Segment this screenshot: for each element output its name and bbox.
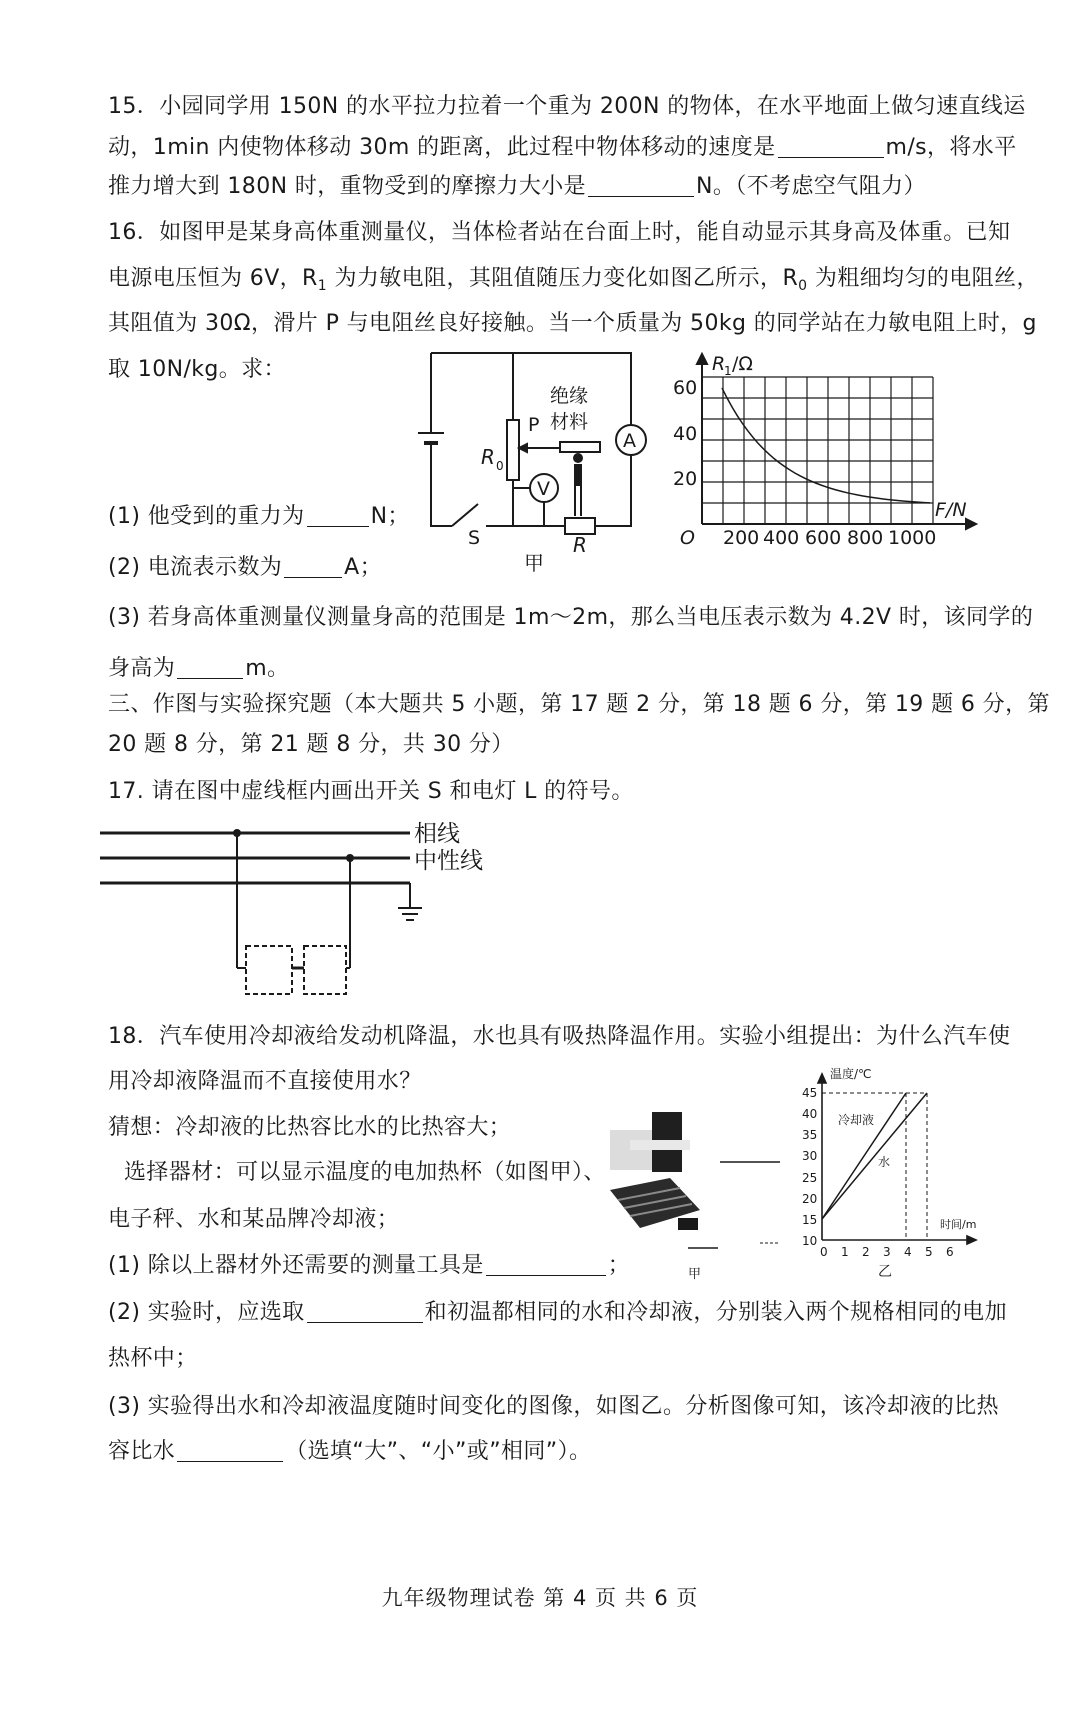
g1-xtick: 200 <box>723 527 760 549</box>
g1-xtick: 800 <box>847 527 884 549</box>
q16-part-3: (3) 若身高体重测量仪测量身高的范围是 1m～2m，那么当电压表示数为 4.2V 时，该同学的 <box>108 605 1034 630</box>
q16-p1-unit: N； <box>370 504 410 529</box>
switch-blade <box>452 504 478 526</box>
q16-p1-text: (1) 他受到的重力为 <box>108 504 305 529</box>
q16-p3-text: 身高为 <box>108 656 176 681</box>
g2-label-coolant: 冷却液 <box>838 1113 875 1127</box>
switch-label: S <box>468 527 481 549</box>
heating-cup-photo <box>607 1100 790 1290</box>
g1-xtick: 1000 <box>888 527 937 549</box>
q18-p2-text-2: 和初温都相同的水和冷却液，分别装入两个规格相同的电加 <box>424 1300 1007 1325</box>
section3-line-2: 20 题 8 分，第 21 题 8 分，共 30 分） <box>108 732 514 757</box>
q18-p1-text: (1) 除以上器材外还需要的测量工具是 <box>108 1253 484 1278</box>
g1-y-arrow <box>697 354 707 364</box>
g1-x-arrow <box>966 519 976 529</box>
g2-xtick: 3 <box>883 1245 891 1259</box>
q16-blank-weight[interactable] <box>307 504 369 527</box>
q15-blank-speed[interactable] <box>778 135 884 158</box>
q16-text: 为力敏电阻，其阻值随压力变化如图乙所示，R <box>327 266 799 291</box>
q16-line-3: 其阻值为 30Ω，滑片 P 与电阻丝良好接触。当一个质量为 50kg 的同学站在力敏电阻上时，g <box>108 311 1037 336</box>
figure-jia-caption: 甲 <box>524 551 544 575</box>
q18-blank-tool[interactable] <box>486 1253 606 1276</box>
q16-line-4: 取 10N/kg。求： <box>108 357 286 382</box>
dashed-box-right[interactable] <box>304 946 346 994</box>
q18-blank-quantity[interactable] <box>307 1300 423 1323</box>
q16-p3-unit: m。 <box>245 656 290 681</box>
q18-part-2b: 热杯中； <box>108 1346 198 1371</box>
r1-force-graph <box>673 348 980 553</box>
q18-line-3: 猜想：冷却液的比热容比水的比热容大； <box>108 1115 512 1140</box>
q18-line-5: 电子秤、水和某品牌冷却液； <box>108 1207 400 1232</box>
junction-dot <box>346 854 354 862</box>
r1-label: R <box>573 533 587 557</box>
neutral-wire-label: 中性线 <box>414 848 483 874</box>
g1-ytick: 60 <box>673 377 698 399</box>
q15-blank-friction[interactable] <box>588 174 694 197</box>
slider-p-label: P <box>528 414 540 436</box>
q18-part-3b <box>108 1437 1068 1467</box>
q18-p3-text-2: （选填“大”、“小”或”相同”）。 <box>285 1439 592 1464</box>
g1-xlabel: F/N <box>935 499 967 521</box>
g2-xtick: 2 <box>862 1245 870 1259</box>
junction-dot <box>233 829 241 837</box>
insulator-label-1: 绝缘 <box>550 385 589 407</box>
voltmeter-label: V <box>537 478 550 500</box>
g2-xtick: 6 <box>946 1245 954 1259</box>
q18-part-2 <box>108 1298 1068 1328</box>
g2-xtick: 0 <box>820 1245 828 1259</box>
g2-ytick: 30 <box>802 1149 818 1163</box>
q16-part-1 <box>108 502 408 532</box>
g2-ytick: 15 <box>802 1213 818 1227</box>
g1-curve <box>722 388 930 503</box>
q16-blank-current[interactable] <box>284 555 342 578</box>
g2-coolant-line <box>822 1093 906 1219</box>
g2-label-water: 水 <box>878 1155 891 1169</box>
insulator-label-2: 材料 <box>550 411 589 433</box>
r0-resistor <box>507 420 519 480</box>
g1-ylabel-unit: /Ω <box>732 353 753 375</box>
photo-jia-caption: 甲 <box>688 1267 702 1282</box>
q15-unit: m/s，将水平 <box>885 135 1017 160</box>
q15-line-1: 15．小园同学用 150N 的水平拉力拉着一个重为 200N 的物体，在水平地面上做匀速直线运 <box>108 94 1026 119</box>
g1-ylabel-sub: 1 <box>724 364 732 378</box>
g2-ytick: 10 <box>802 1234 818 1248</box>
q18-line-1: 18．汽车使用冷却液给发动机降温，水也具有吸热降温作用。实验小组提出：为什么汽车使 <box>108 1024 1011 1049</box>
circuit-wire-left-bottom <box>431 453 452 526</box>
q18-line-4: 选择器材：可以显示温度的电加热杯（如图甲）、 <box>124 1160 606 1185</box>
g2-xlabel: 时间/m <box>940 1218 977 1231</box>
r1-resistor <box>565 518 595 534</box>
q18-p2-text: (2) 实验时，应选取 <box>108 1300 305 1325</box>
q16-subscript: 0 <box>798 278 808 294</box>
r0-subscript: 0 <box>496 459 504 473</box>
household-wiring-diagram <box>100 820 520 1010</box>
q15-text: 推力增大到 180N 时，重物受到的摩擦力大小是 <box>108 174 587 199</box>
q16-line-2 <box>108 264 1068 301</box>
q18-p3-text: 容比水 <box>108 1439 176 1464</box>
g2-xtick: 5 <box>925 1245 933 1259</box>
q16-part-3b <box>108 654 1068 684</box>
g2-xtick: 4 <box>904 1245 912 1259</box>
q16-part-2 <box>108 553 408 583</box>
q16-text: 电源电压恒为 6V，R <box>108 266 318 291</box>
g2-caption: 乙 <box>878 1264 892 1280</box>
q16-subscript: 1 <box>317 278 328 294</box>
dashed-box-left[interactable] <box>246 946 292 994</box>
live-wire-label: 相线 <box>414 821 460 847</box>
g1-origin: O <box>680 527 695 549</box>
g1-ytick: 40 <box>673 423 698 445</box>
r0-label: R <box>481 445 495 469</box>
q18-line-2: 用冷却液降温而不直接使用水？ <box>108 1069 422 1094</box>
q17-text: 17. 请在图中虚线框内画出开关 S 和电灯 L 的符号。 <box>108 779 634 804</box>
q16-text: 为粗细均匀的电阻丝， <box>807 266 1039 291</box>
g2-water-line <box>822 1093 927 1219</box>
page-footer: 九年级物理试卷 第 4 页 共 6 页 <box>381 1586 699 1610</box>
g1-ylabel: R <box>712 353 726 375</box>
g2-ytick: 45 <box>802 1086 818 1100</box>
q15-line-2 <box>108 133 1068 163</box>
g2-xtick: 1 <box>841 1245 849 1259</box>
person-figure <box>573 453 583 516</box>
g1-xtick: 600 <box>805 527 842 549</box>
section3-line-1: 三、作图与实验探究题（本大题共 5 小题，第 17 题 2 分，第 18 题 6 分，第 19 题 6 分，第 <box>108 692 1050 717</box>
g2-ylabel: 温度/℃ <box>830 1067 872 1081</box>
q15-unit: N。（不考虑空气阻力） <box>696 174 926 199</box>
q16-p2-unit: A； <box>344 555 383 580</box>
q16-line-1: 16．如图甲是某身高体重测量仪，当体检者站在台面上时，能自动显示其身高及体重。已知 <box>108 220 1011 245</box>
q16-blank-height[interactable] <box>177 656 243 679</box>
g1-ytick: 20 <box>673 468 698 490</box>
g2-ytick: 40 <box>802 1107 818 1121</box>
q15-line-3 <box>108 172 1068 202</box>
q18-part-3: (3) 实验得出水和冷却液温度随时间变化的图像，如图乙。分析图像可知，该冷却液的比热 <box>108 1394 999 1419</box>
circuit-diagram <box>420 348 680 588</box>
g1-xtick: 400 <box>763 527 800 549</box>
q18-blank-compare[interactable] <box>177 1439 283 1462</box>
temperature-time-graph <box>790 1058 980 1283</box>
g2-ytick: 25 <box>802 1171 818 1185</box>
insulator-plate <box>560 442 600 452</box>
q18-p1-end: ； <box>607 1253 631 1278</box>
q16-p2-text: (2) 电流表示数为 <box>108 555 283 580</box>
g2-ytick: 20 <box>802 1192 818 1206</box>
ammeter-label: A <box>623 430 636 452</box>
g2-ytick: 35 <box>802 1128 818 1142</box>
circuit-wire-top-right <box>431 353 631 526</box>
q15-text: 动，1min 内使物体移动 30m 的距离，此过程中物体移动的速度是 <box>108 135 776 160</box>
